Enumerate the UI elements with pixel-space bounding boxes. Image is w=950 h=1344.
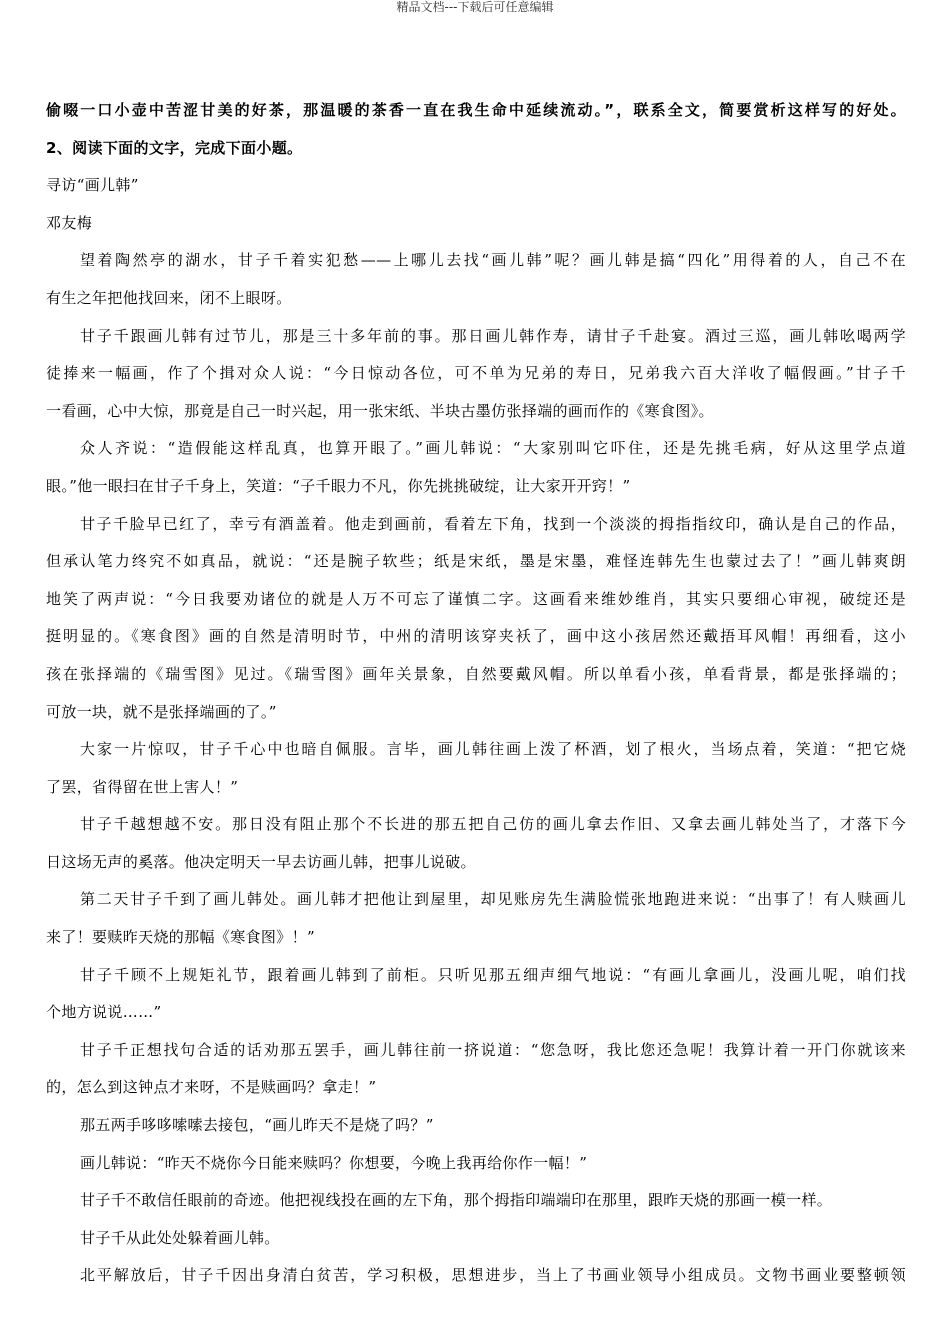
paragraph-line: 众人齐说：“造假能这样乱真，也算开眼了。”画儿韩说：“大家别叫它吓住，还是先挑毛病，好从这里学点道 [80, 439, 906, 458]
question-tail: 偷啜一口小壶中苦涩甘美的好茶，那温暖的茶香一直在我生命中延续流动。”，联系全文，简要赏析这样写的好处。 [46, 101, 906, 119]
paragraph-line: 徒捧来一幅画，作了个揖对众人说：“今日惊动各位，可不单为兄弟的寿日，兄弟我六百大洋收了幅假画。”甘子千 [46, 364, 906, 383]
paragraph-line: 甘子千顾不上规矩礼节，跟着画儿韩到了前柜。只听见那五细声细气地说：“有画儿拿画儿，没画儿呢，咱们找 [80, 965, 906, 984]
paragraph-line: 北平解放后，甘子千因出身清白贫苦，学习积极，思想进步，当上了书画业领导小组成员。文物书画业要整顿领 [80, 1266, 906, 1285]
paragraph-line: 一看画，心中大惊，那竟是自己一时兴起，用一张宋纸、半块古墨仿张择端的画而作的《寒食图》。 [46, 401, 714, 420]
paragraph-line: 甘子千越想越不安。那日没有阻止那个不长进的那五把自己仿的画儿拿去作旧、又拿去画儿韩处当了，才落下今 [80, 815, 906, 834]
paragraph-line: 但承认笔力终究不如真品，就说：“还是腕子软些；纸是宋纸，墨是宋墨，难怪连韩先生也蒙过去了！”画儿韩爽朗 [46, 552, 906, 571]
paragraph-line: 甘子千不敢信任眼前的奇迹。他把视线投在画的左下角，那个拇指印端端印在那里，跟昨天烧的那画一模一样。 [80, 1191, 833, 1210]
paragraph-line: 大家一片惊叹，甘子千心中也暗自佩服。言毕，画儿韩往画上泼了杯酒，划了根火，当场点着，笑道：“把它烧 [80, 740, 906, 759]
paragraph-line: 甘子千跟画儿韩有过节儿，那是三十多年前的事。那日画儿韩作寿，请甘子千赴宴。酒过三巡，画儿韩吆喝两学 [80, 326, 906, 345]
paragraph-line: 甘子千从此处处躲着画儿韩。 [80, 1228, 280, 1247]
paragraph-line: 望着陶然亭的湖水，甘子千着实犯愁——上哪儿去找“画儿韩”呢？画儿韩是搞“四化”用得着的人，自己不在 [80, 251, 906, 270]
paragraph-line: 来了！要赎昨天烧的那幅《寒食图》！” [46, 928, 315, 947]
paragraph-line: 的，怎么到这钟点才来呀，不是赎画吗？拿走！” [46, 1078, 377, 1097]
paragraph-line: 画儿韩说：“昨天不烧你今日能来赎吗？你想要，今晚上我再给你作一幅！” [80, 1153, 588, 1172]
paragraph-line: 地笑了两声说：“今日我要劝诸位的就是人万不可忘了谨慎二字。这画看来维妙维肖，其实只要细心审视，破绽还是 [46, 589, 906, 608]
article-author: 邓友梅 [46, 213, 93, 232]
page-header: 精品文档---下载后可任意编辑 [396, 0, 554, 14]
paragraph-line: 那五两手哆哆嗦嗦去接包，“画儿昨天不是烧了吗？” [80, 1116, 434, 1135]
paragraph-line: 挺明显的。《寒食图》画的自然是清明时节，中州的清明该穿夹袄了，画中这小孩居然还戴捂耳风帽！再细看，这小 [46, 627, 906, 646]
document-body [46, 92, 906, 1295]
paragraph-line: 眼。”他一眼扫在甘子千身上，笑道：“子千眼力不凡，你先挑挑破绽，让大家开开窍！” [46, 476, 631, 495]
paragraph-line: 日这场无声的奚落。他决定明天一早去访画儿韩，把事儿说破。 [46, 852, 476, 871]
paragraph-line: 第二天甘子千到了画儿韩处。画儿韩才把他让到屋里，却见账房先生满脸慌张地跑进来说：“出事了！有人赎画儿 [80, 890, 906, 909]
paragraph-line: 了罢，省得留在世上害人！” [46, 777, 239, 796]
paragraph-line: 个地方说说……” [46, 1003, 162, 1022]
article-title: 寻访“画儿韩” [46, 176, 139, 195]
question-2: 2、阅读下面的文字，完成下面小题。 [46, 138, 303, 157]
paragraph-line: 甘子千正想找句合适的话劝那五罢手，画儿韩往前一挤说道：“您急呀，我比您还急呢！我算计着一开门你就该来 [80, 1040, 906, 1059]
paragraph-line: 甘子千脸早已红了，幸亏有酒盖着。他走到画前，看着左下角，找到一个淡淡的拇指指纹印，确认是自己的作品， [80, 514, 906, 533]
paragraph-line: 有生之年把他找回来，闭不上眼呀。 [46, 288, 292, 307]
paragraph-line: 孩在张择端的《瑞雪图》见过。《瑞雪图》画年关景象，自然要戴风帽。所以单看小孩，单看背景，都是张择端的； [46, 664, 906, 683]
paragraph-line: 可放一块，就不是张择端画的了。” [46, 702, 277, 721]
